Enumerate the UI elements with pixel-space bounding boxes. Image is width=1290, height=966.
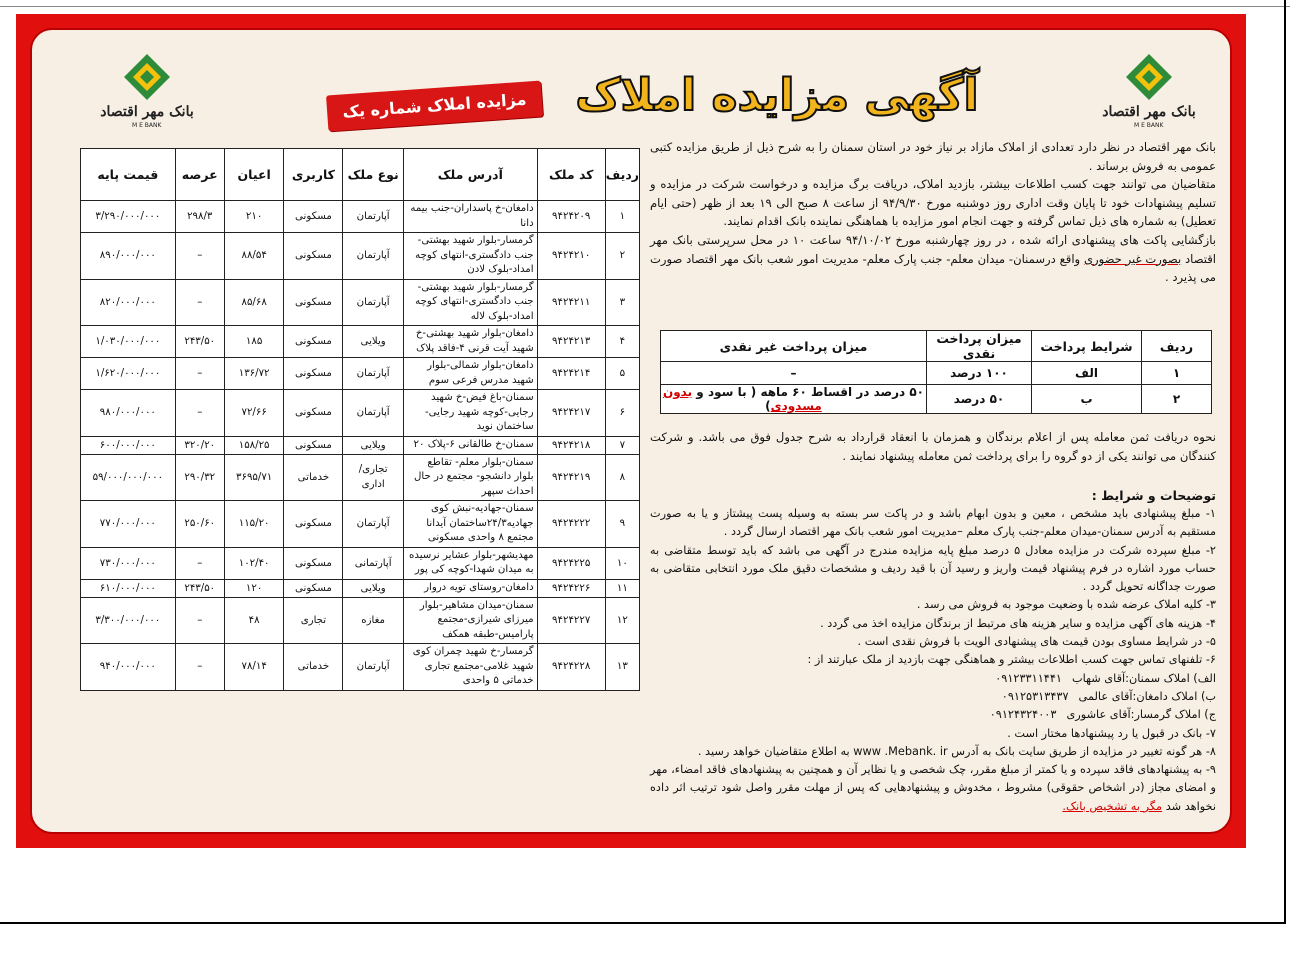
note-item: ۴- هزینه های آگهی مزایده و سایر هزینه های مرتبط از برندگان مزایده اخذ می گردد . <box>820 616 1216 630</box>
cell-land-area: – <box>175 644 224 691</box>
cell-building-area: ۱۳۶/۷۲ <box>224 358 284 390</box>
cell-address: دامغان-بلوار شمالی-بلوار شهید مدرس فرعی سوم <box>403 358 537 390</box>
cell-type: آپارتمان <box>343 644 404 691</box>
table-row <box>81 201 640 233</box>
table-row <box>81 390 640 437</box>
cell-building-area: ۸۵/۶۸ <box>224 279 284 326</box>
cell-building-area: ۳۶۹۵/۷۱ <box>224 454 284 501</box>
col-header: ردیف <box>605 149 639 201</box>
cell-use: مسکونی <box>284 326 343 358</box>
cell-noncash <box>661 385 927 414</box>
cell-use: مسکونی <box>284 579 343 597</box>
installment-text: ۵۰ درصد در اقساط ۶۰ ماهه ( با سود و <box>692 385 925 399</box>
cell-type: ویلایی <box>343 579 404 597</box>
contact-phone: ۰۹۱۲۵۳۱۳۴۳۷ <box>1001 689 1069 703</box>
note-text: ۹- به پیشنهادهای فاقد سپرده و یا کمتر از مبلغ مقرر، چک شخصی و یا نظایر آن و همچنین به پیشنهادهای فاقد امضاء، مهر و امضای مجاز (در اشخاص حقوقی) مشروط ، مخدوش و پیشنهادهایی که پس از مهلت مقرر واصل شود ترتیب اثر داده نخواهد شد <box>650 763 1216 813</box>
cell-address: دامغان-بلوار شهید بهشتی-خ شهید آیت قرنی ۴-فاقد پلاک <box>403 326 537 358</box>
diamond-logo-icon <box>122 52 172 102</box>
cell-base-price: ۹۸۰/۰۰۰/۰۰۰ <box>81 390 176 437</box>
cell-address: سمنان-میدان مشاهیر-بلوار میرزای شیرازی-مجتمع پارامیس-طبقه همکف <box>403 597 537 644</box>
cell-code: ۹۴۲۴۲۲۶ <box>537 579 605 597</box>
cell-land-area: – <box>175 390 224 437</box>
cell-address: گرمسار-بلوار شهید بهشتی- جنب دادگستری-انتهای کوچه امداد-بلوک لاله <box>403 279 537 326</box>
installment-close: ) <box>765 399 771 413</box>
cell-building-area: ۱۵۸/۲۵ <box>224 436 284 454</box>
diamond-logo-icon <box>1124 52 1174 102</box>
contact-label: الف) املاک سمنان:آقای شهاب <box>1071 671 1216 685</box>
cell-type: ویلایی <box>343 436 404 454</box>
table-row <box>81 579 640 597</box>
cell-use: خدماتی <box>284 644 343 691</box>
page-title: آگهی مزایده املاک <box>575 70 979 121</box>
payment-receipt-text: نحوه دریافت ثمن معامله پس از اعلام برندگان و همزمان با انعقاد قرارداد به شرح جدول فوق می باشد. و شرکت کنندگان می توانند یکی از دو گروه را برای پرداخت ثمن معامله پیشنهاد نمایند . <box>650 430 1216 463</box>
cell-base-price: ۱/۰۳۰/۰۰۰/۰۰۰ <box>81 326 176 358</box>
cell-row: ۱۱ <box>605 579 639 597</box>
cell-building-area: ۴۸ <box>224 597 284 644</box>
cell-code: ۹۴۲۴۲۱۷ <box>537 390 605 437</box>
bank-logo-right <box>1094 52 1204 132</box>
col-header: آدرس ملک <box>403 149 537 201</box>
col-header: شرایط پرداخت <box>1032 331 1142 362</box>
table-row <box>81 547 640 579</box>
cell-building-area: ۲۱۰ <box>224 201 284 233</box>
cell-row: ۱۲ <box>605 597 639 644</box>
cell-use: خدماتی <box>284 454 343 501</box>
cell-noncash: – <box>661 362 927 385</box>
note-item: ۸- هر گونه تغییر در مزایده از طریق سایت بانک به آدرس www .Mebank. ir به اطلاع متقاضیان خواهد رسید . <box>697 744 1216 758</box>
cell-row: ۱۰ <box>605 547 639 579</box>
table-row <box>81 358 640 390</box>
cell-type: تجاری/ اداری <box>343 454 404 501</box>
cell-building-area: ۱۰۲/۴۰ <box>224 547 284 579</box>
col-header: میزان پرداخت نقدی <box>927 331 1032 362</box>
bank-discretion-note: مگر به تشخیص بانک. <box>1062 799 1163 813</box>
cell-row: ۷ <box>605 436 639 454</box>
cell-row: ۹ <box>605 501 639 548</box>
table-row <box>661 362 1212 385</box>
col-header: کد ملک <box>537 149 605 201</box>
cell-building-area: ۱۸۵ <box>224 326 284 358</box>
cell-use: مسکونی <box>284 201 343 233</box>
cell-code: ۹۴۲۴۲۰۹ <box>537 201 605 233</box>
cell-type: مغازه <box>343 597 404 644</box>
table-row <box>81 454 640 501</box>
cell-code: ۹۴۲۴۲۲۲ <box>537 501 605 548</box>
intro-text <box>650 138 1216 287</box>
cell-type: ویلایی <box>343 326 404 358</box>
cell-use: مسکونی <box>284 390 343 437</box>
cell-use: مسکونی <box>284 547 343 579</box>
cell-base-price: ۶۱۰/۰۰۰/۰۰۰ <box>81 579 176 597</box>
col-header: میزان پرداخت غیر نقدی <box>661 331 927 362</box>
col-header: قیمت پایه <box>81 149 176 201</box>
note-item: ۱- مبلغ پیشنهادی باید مشخص ، معین و بدون ابهام باشد و در پاکت سر بسته به وسیله پست پیشتاز و یا به صورت مستقیم به آدرس سمنان-میدان معلم-جنب پارک معلم –مدیریت امور شعب بانک مهر اقتصاد ارسال گردد . <box>650 507 1216 539</box>
table-row <box>81 436 640 454</box>
cell-address: سمنان-جهادیه-نبش کوی جهادیه۲۴/۳ساختمان آیدانا مجتمع ۸ واحدی مسکونی <box>403 501 537 548</box>
property-table <box>80 148 640 691</box>
notes-title: توضیحات و شرایط : <box>1091 488 1216 503</box>
cell-condition: ب <box>1032 385 1142 414</box>
cell-base-price: ۳/۲۹۰/۰۰۰/۰۰۰ <box>81 201 176 233</box>
col-header: نوع ملک <box>343 149 404 201</box>
cell-base-price: ۷۳۰/۰۰۰/۰۰۰ <box>81 547 176 579</box>
bank-latin: M E BANK <box>132 122 162 129</box>
col-header: ردیف <box>1142 331 1212 362</box>
bank-latin: M E BANK <box>1134 122 1164 129</box>
note-item: ۳- کلیه املاک عرضه شده با وضعیت موجود به فروش می رسد . <box>916 598 1216 612</box>
cell-address: سمنان-بلوار معلم- تقاطع بلوار دانشجو- مجتمع در حال احداث سپهر <box>403 454 537 501</box>
cell-use: مسکونی <box>284 436 343 454</box>
cell-code: ۹۴۲۴۲۲۸ <box>537 644 605 691</box>
cell-row: ۵ <box>605 358 639 390</box>
contact-row <box>650 706 1216 724</box>
col-header: کاربری <box>284 149 343 201</box>
cell-condition: الف <box>1032 362 1142 385</box>
cell-land-area: ۳۲۰/۲۰ <box>175 436 224 454</box>
cell-code: ۹۴۲۴۲۱۱ <box>537 279 605 326</box>
cell-base-price: ۵۹/۰۰۰/۰۰۰/۰۰۰ <box>81 454 176 501</box>
cell-code: ۹۴۲۴۲۲۵ <box>537 547 605 579</box>
cell-row: ۱ <box>605 201 639 233</box>
cell-use: مسکونی <box>284 501 343 548</box>
advertisement-body <box>30 28 1232 834</box>
cell-base-price: ۷۷۰/۰۰۰/۰۰۰ <box>81 501 176 548</box>
cell-code: ۹۴۲۴۲۱۴ <box>537 358 605 390</box>
cell-land-area: ۲۴۳/۵۰ <box>175 326 224 358</box>
table-row <box>81 597 640 644</box>
cell-building-area: ۷۲/۶۶ <box>224 390 284 437</box>
cell-base-price: ۳/۳۰۰/۰۰۰/۰۰۰ <box>81 597 176 644</box>
cell-type: آپارتمان <box>343 279 404 326</box>
intro-paragraph: متقاضیان می توانند جهت کسب اطلاعات بیشتر، بازدید املاک، دریافت برگ مزایده و درخواست شرکت در مزایده و تسلیم پیشنهادات خود تا پایان وقت اداری روز دوشنبه مورخ ۹۴/۹/۳۰ از ساعت ۸ صبح الی ۱۹ بعد از ظهر (حتی ایام تعطیل) به شماره های ذیل تماس گرفته و جهت انجام امور مزایده با هماهنگی نماینده بانک اقدام نمایند. <box>650 177 1216 229</box>
col-header: اعیان <box>224 149 284 201</box>
advertisement-frame <box>16 14 1246 848</box>
cell-row: ۳ <box>605 279 639 326</box>
cell-cash: ۵۰ درصد <box>927 385 1032 414</box>
contact-row <box>650 670 1216 688</box>
cell-code: ۹۴۲۴۲۱۹ <box>537 454 605 501</box>
cell-land-area: – <box>175 358 224 390</box>
cell-land-area: – <box>175 547 224 579</box>
cell-row: ۶ <box>605 390 639 437</box>
cell-address: دامغان-خ پاسداران-جنب بیمه دانا <box>403 201 537 233</box>
cell-base-price: ۶۰۰/۰۰۰/۰۰۰ <box>81 436 176 454</box>
cell-land-area: – <box>175 279 224 326</box>
cell-code: ۹۴۲۴۲۱۳ <box>537 326 605 358</box>
cell-building-area: ۱۱۵/۲۰ <box>224 501 284 548</box>
payment-terms-table <box>660 330 1212 414</box>
cell-row: ۱ <box>1142 362 1212 385</box>
cell-row: ۴ <box>605 326 639 358</box>
notes-list <box>650 505 1216 816</box>
cell-type: آپارتمانی <box>343 547 404 579</box>
no-blocking-note: بدون مسدودی <box>662 385 822 413</box>
intro-paragraph: بانک مهر اقتصاد در نظر دارد تعدادی از املاک مازاد بر نیاز خود در استان سمنان را به شرح ذیل از طریق مزایده کتبی عمومی به فروش برساند . <box>650 140 1216 173</box>
cell-land-area: ۲۹۸/۳ <box>175 201 224 233</box>
cell-building-area: ۱۲۰ <box>224 579 284 597</box>
note-item: ۲- مبلغ سپرده شرکت در مزایده معادل ۵ درصد مبلغ پایه مزایده مندرج در آگهی می باشد که باید توسط متقاضی به حساب مورد اشاره در فرم پیشنهاد قیمت واریز و رسید آن با قید ردیف و مشخصات دقیق ملک مورد انتخابی متقاضی به صورت جداگانه تحویل گردد . <box>650 543 1216 594</box>
table-row <box>81 279 640 326</box>
cell-code: ۹۴۲۴۲۲۷ <box>537 597 605 644</box>
cell-address: سمنان-باغ فیض-خ شهید رجایی-کوچه شهید رجایی- ساختمان نوید <box>403 390 537 437</box>
table-row <box>81 501 640 548</box>
note-item <box>650 761 1216 816</box>
cell-address: دامغان-روستای تویه دروار <box>403 579 537 597</box>
cell-land-area: ۲۴۳/۵۰ <box>175 579 224 597</box>
contact-label: ج) املاک گرمسار:آقای عاشوری <box>1066 708 1216 722</box>
cell-land-area: ۲۵۰/۶۰ <box>175 501 224 548</box>
cell-building-area: ۷۸/۱۴ <box>224 644 284 691</box>
cell-land-area: – <box>175 597 224 644</box>
cell-type: آپارتمان <box>343 201 404 233</box>
opening-location: واقع درسمنان- میدان معلم- جنب پارک معلم- مدیریت امور شعب بانک مهر اقتصاد صورت می پذیرد . <box>650 251 1216 285</box>
contact-row <box>650 688 1216 706</box>
table-row <box>661 385 1212 414</box>
cell-use: مسکونی <box>284 358 343 390</box>
cell-land-area: ۲۹۰/۳۲ <box>175 454 224 501</box>
cell-address: گرمسار-خ شهید چمران کوی شهید غلامی-مجتمع تجاری خدماتی ۵ واحدی <box>403 644 537 691</box>
table-row <box>81 644 640 691</box>
cell-address: مهدیشهر-بلوار عشایر نرسیده به میدان شهدا-کوچه کی پور <box>403 547 537 579</box>
cell-row: ۸ <box>605 454 639 501</box>
bank-logo-left <box>92 52 202 132</box>
cell-code: ۹۴۲۴۲۱۰ <box>537 233 605 280</box>
bank-name: بانک مهر اقتصاد <box>1102 104 1196 120</box>
auction-number-badge: مزایده املاک شماره یک <box>326 81 543 132</box>
contact-phone: ۰۹۱۲۳۳۱۱۴۴۱ <box>995 671 1062 685</box>
contact-phone: ۰۹۱۲۴۳۲۴۰۰۳ <box>989 708 1057 722</box>
table-header-row <box>661 331 1212 362</box>
table-row <box>81 326 640 358</box>
cell-building-area: ۸۸/۵۴ <box>224 233 284 280</box>
cell-use: مسکونی <box>284 233 343 280</box>
cell-address: سمنان-خ طالقانی ۶-پلاک ۲۰ <box>403 436 537 454</box>
note-item: ۶- تلفنهای تماس جهت کسب اطلاعات بیشتر و هماهنگی جهت بازدید از ملک عبارتند از : <box>807 653 1216 667</box>
cell-address: گرمسار-بلوار شهید بهشتی- جنب دادگستری-انتهای کوچه امداد-بلوک لادن <box>403 233 537 280</box>
non-attendance-note: بصورت غیر حضوری <box>1083 251 1182 266</box>
cell-row: ۱۳ <box>605 644 639 691</box>
cell-base-price: ۹۴۰/۰۰۰/۰۰۰ <box>81 644 176 691</box>
cell-use: تجاری <box>284 597 343 644</box>
cell-code: ۹۴۲۴۲۱۸ <box>537 436 605 454</box>
cell-row: ۲ <box>1142 385 1212 414</box>
cell-base-price: ۸۹۰/۰۰۰/۰۰۰ <box>81 233 176 280</box>
cell-base-price: ۱/۶۲۰/۰۰۰/۰۰۰ <box>81 358 176 390</box>
contact-label: ب) املاک دامغان:آقای عالمی <box>1078 689 1216 703</box>
cell-row: ۲ <box>605 233 639 280</box>
note-item: ۷- بانک در قبول یا رد پیشنهادها مختار است . <box>1007 726 1216 740</box>
opening-text: بازگشایی پاکت های پیشنهادی ارائه شده ، در روز چهارشنبه مورخ ۹۴/۱۰/۰۲ ساعت ۱۰ در محل سرپرستی بانک مهر اقتصاد <box>650 232 1217 266</box>
cell-type: آپارتمان <box>343 390 404 437</box>
cell-land-area: – <box>175 233 224 280</box>
table-row <box>81 233 640 280</box>
cell-use: مسکونی <box>284 279 343 326</box>
table-header-row <box>81 149 640 201</box>
note-item: ۵- در شرایط مساوی بودن قیمت های پیشنهادی الویت با فروش نقدی است . <box>857 635 1216 649</box>
cell-cash: ۱۰۰ درصد <box>927 362 1032 385</box>
cell-type: آپارتمان <box>343 358 404 390</box>
cell-type: آپارتمان <box>343 501 404 548</box>
intro-paragraph <box>650 231 1216 287</box>
cell-type: آپارتمان <box>343 233 404 280</box>
cell-base-price: ۸۲۰/۰۰۰/۰۰۰ <box>81 279 176 326</box>
col-header: عرصه <box>175 149 224 201</box>
bank-name: بانک مهر اقتصاد <box>100 104 194 120</box>
